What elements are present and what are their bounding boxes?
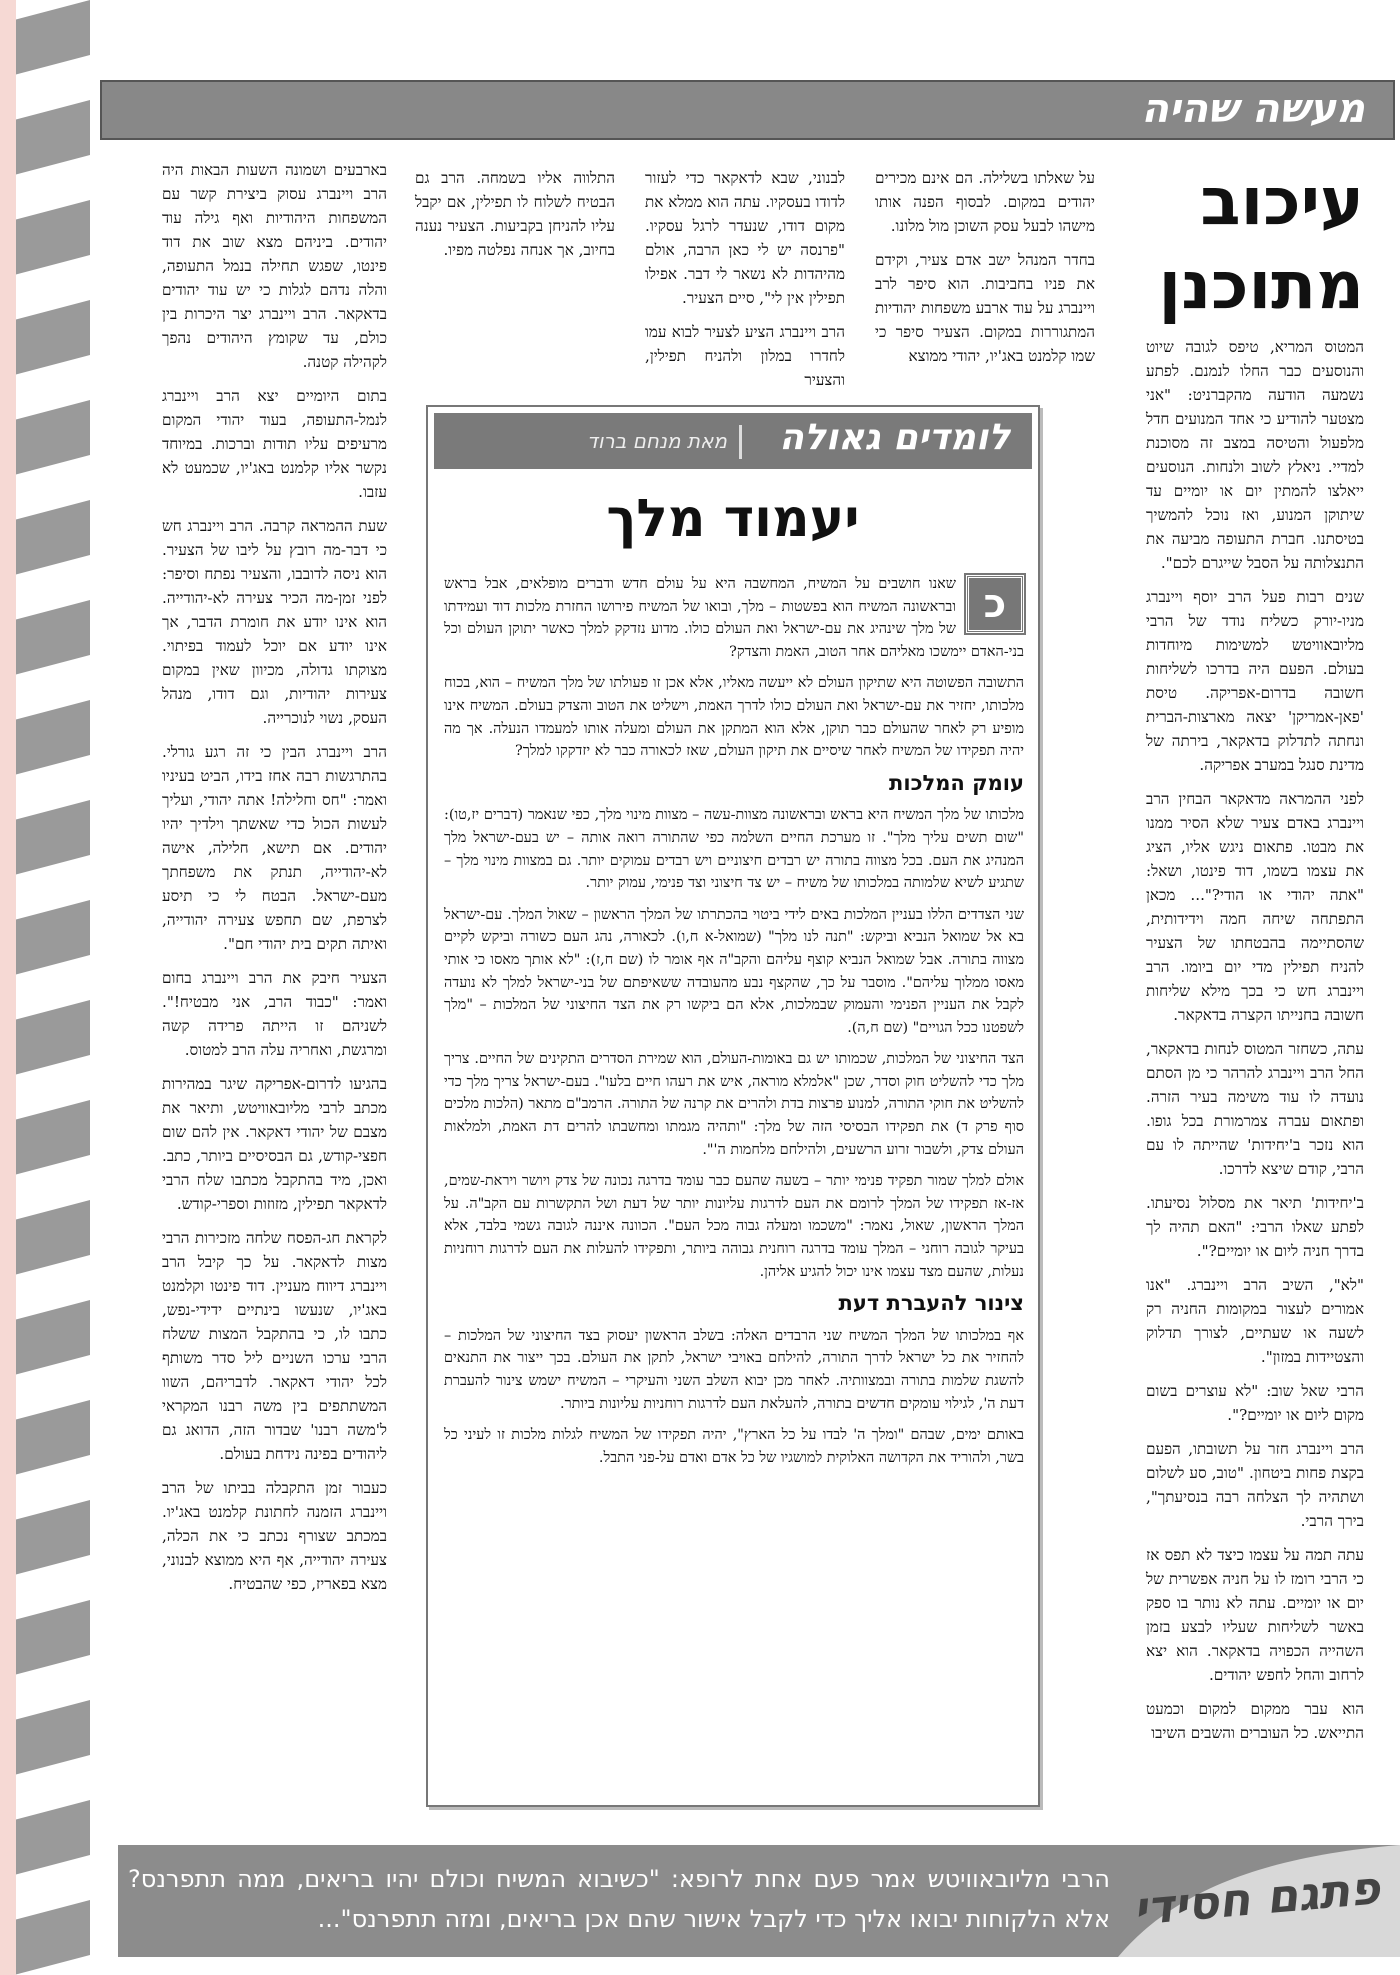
paragraph: הרב ויינברג חזר על תשובתו, הפעם בקצת פחות ביטחון. "טוב, סע לשלום ושתהיה לך הצלחה רבה בנסיעתך", בירך הרבי. xyxy=(1146,1440,1364,1530)
paragraph: באותם ימים, שבהם "ומלך ה' לבדו על כל הארץ", יהיה תפקידו של המשיח לגלות מלכות זו לעיני כל בשר, ולהוריד את הקדושה האלוקית למושגיו של כל אדם ואדם על-פני התבל. xyxy=(444,1427,1024,1466)
inset-byline: מאת מנחם ברוד xyxy=(587,429,727,453)
article-column-top-2 xyxy=(645,166,845,402)
article-column-top-1 xyxy=(875,166,1095,378)
article-headline: עיכוב מתוכנן xyxy=(1158,163,1364,324)
paragraph: "לא", השיב הרב ויינברג. "אנו אמורים לעצור במקומות החניה רק לשעה או שעתיים, לצורך תדלוק והצטיידות במזון". xyxy=(1146,1276,1364,1366)
article-column-right xyxy=(1146,335,1364,1755)
paragraph: המטוס המריא, טיפס לגובה שיוט והנוסעים כבר החלו לנמנם. לפתע נשמעה הודעה מהקברניט: "אני מצטער להודיע כי אחד המנועים חדל מלפעול והטיסה במצב זה מסוכנת למדיי. ניאלץ לשוב ולנחות. הנוסעים ייאלצו להמתין יום או יומיים עד שיתוקן המנוע, ואז נוכל להמשיך בטיסתנו. חברת התעופה מביעה את התנצלותה על הסבל שייגרם לכם". xyxy=(1146,338,1364,572)
paragraph: ב'יחידות' תיאר את מסלול נסיעתו. לפתע שאלו הרבי: "האם תהיה לך בדרך חניה ליום או יומיים?". xyxy=(1146,1194,1364,1260)
paragraph: שני הצדדים הללו בעניין המלכות באים לידי ביטוי בהכתרתו של המלך הראשון – שאול המלך. עם-ישראל בא אל שמואל הנביא וביקש: "תנה לנו מלך" (שמואל-א ח,ו). לכאורה, נהג העם כשורה וביקש לקיים מצווה בתורה. אבל שמואל הנביא קוצף עליהם והקב"ה אף אומר לו (שם ח,ז): "לא אותך מאסו כי אותי מאסו ממלוך עליהם". מוסבר על כך, שהקצף נבע מהעובדה ששאיפתם של בני-ישראל למלך לא נועדה לקבל את העניין הפנימי והעמוק שבמלכות, אלא הם ביקשו רק את הצד החיצוני של המלכות – "מלך לשפטנו ככל הגויים" (שם ח,ה). xyxy=(444,906,1024,1036)
paragraph: בתום היומיים יצא הרב ויינברג לנמל-התעופה, בעוד יהודי המקום מרעיפים עליו תודות וברכות. במיוחד נקשר אליו קלמנט באג'יו, שכמעט לא עזבו. xyxy=(162,387,387,501)
paragraph: בארבעים ושמונה השעות הבאות היה הרב ויינברג עסוק ביצירת קשר עם המשפחות היהודיות ואף גילה עוד יהודים. ביניהם מצא שוב את דוד פינטו, שפגש תחילה בנמל התעופה, והלה נדהם לגלות כי יש עוד יהודים בדאקאר. הרב ויינברג יצר היכרות בין כולם, עד שקומץ היהודים נהפך לקהילה קטנה. xyxy=(162,161,387,371)
paragraph: בחדר המנהל ישב אדם צעיר, וקידם את פניו בחביבות. הוא סיפר לרב ויינברג על עוד ארבע משפחות יהודיות המתגוררות במקום. הצעיר סיפר כי שמו קלמנט באג'יו, יהודי ממוצא xyxy=(875,251,1095,365)
paragraph: לפני ההמראה מדאקאר הבחין הרב ויינברג באדם צעיר שלא הסיר ממנו את מבטו. פתאום ניגש אליו, הציג את עצמו בשמו, דוד פינטו, ושאל: "אתה יהודי או הודי?"... מכאן התפתחה שיחה חמה וידידותית, שהסתיימה בהבטחתו של הצעיר להניח תפילין מדי יום ביומו. הרב ויינברג חש כי בכך מילא שליחות חשובה בחנייתו הקצרה בדאקאר. xyxy=(1146,790,1364,1024)
paragraph: שעת ההמראה קרבה. הרב ויינברג חש כי דבר-מה רובץ על ליבו של הצעיר. הוא ניסה לדובבו, והצעיר נפתח וסיפר: לפני זמן-מה הכיר צעירה לא-יהודייה. הוא אינו יודע את חומרת הדבר, אך אינו יודע אם יוכל לעמוד בפיתוי. מצוקתו גדולה, מכיוון שאין במקום צעירות יהודיות, וגם דודו, מנהל העסק, נשוי לנוכרייה. xyxy=(162,517,387,727)
paragraph: על שאלתו בשלילה. הם אינם מכירים יהודים במקום. לבסוף הפנה אותו מישהו לבעל עסק השוכן מול מלונו. xyxy=(875,169,1095,235)
paragraph: בהגיעו לדרום-אפריקה שיגר במהירות מכתב לרבי מליובאוויטש, ותיאר את מצבם של יהודי דאקאר. אין להם שום חפצי-קודש, גם הבסיסיים ביותר, כתב. ואכן, מיד בהתקבל מכתבו שלח הרבי לדאקאר תפילין, מזוזות וספרי-קודש. xyxy=(162,1075,387,1213)
drop-cap: כ xyxy=(966,575,1024,633)
section-title: מעשה שהיה xyxy=(1141,86,1365,132)
paragraph: לבנוני, שבא לדאקאר כדי לעזור לדודו בעסקיו. עתה הוא ממלא את מקום דודו, שנעדר לרגל עסקיו. "פרנסה יש לי כאן הרבה, אולם מהיהדות לא נשאר לי דבר. אפילו תפילין אין לי", סיים הצעיר. xyxy=(645,169,845,307)
paragraph: הרב ויינברג הציע לצעיר לבוא עמו לחדרו במלון ולהניח תפילין, והצעיר xyxy=(645,323,845,389)
paragraph: התשובה הפשוטה היא שתיקון העולם לא ייעשה מאליו, אלא אכן זו פעולתו של מלך המשיח – הוא, בכוח מלכותו, יחזיר את עם-ישראל ואת העולם כולו לדרך האמת, וישליט את הטוב והצדק בעולם. המשיח אינו מופיע רק לאחר שהעולם כבר תוקן, אלא הוא המתקן את העולם ומעלה אותו למעמדו הנעלה. אך מה יהיה תפקידו של המשיח לאחר שיסיים את תיקון העולם, שאז לכאורה כבר לא יזדקקו למלך? xyxy=(444,675,1024,760)
footer-quote-text: הרבי מליובאוויטש אמר פעם אחת לרופא: "כשיבוא המשיח וכולם יהיו בריאים, ממה תתפרנס? אלא הלקוחות יבואו אליך כדי לקבל אישור שהם אכן בריאים, ומזה תתפרנס"... xyxy=(128,1865,1110,1933)
page-edge xyxy=(0,0,16,1975)
paragraph: הרבי שאל שוב: "לא עוצרים בשום מקום ליום או יומיים?". xyxy=(1146,1382,1364,1424)
article-column-top-3 xyxy=(415,166,615,272)
inset-headline: יעמוד מלך xyxy=(606,489,860,549)
paragraph: שנים רבות פעל הרב יוסף ויינברג מניו-יורק כשליח נודד של הרבי מליובאוויטש למשימות מיוחדות בעולם. הפעם היה בדרכו לשליחות חשובה בדרום-אפריקה. טיסת 'פאן-אמריקן' יצאה מארצות-הברית ונחתה לתדלוק בדאקאר, בירתה של מדינת סנגל במערב אפריקה. xyxy=(1146,588,1364,774)
intro-paragraph xyxy=(444,573,1024,663)
footer-quote-banner xyxy=(118,1845,1400,1957)
inset-article-box xyxy=(426,405,1040,1807)
paragraph: כעבור זמן התקבלה בביתו של הרב ויינברג הזמנה לחתונת קלמנט באג'יו. במכתב שצורף נכתב כי את הכלה, צעירה יהודייה, אף היא ממוצא לבנוני, מצא בפאריז, כפי שהבטיח. xyxy=(162,1479,387,1593)
paragraph: הוא עבר ממקום למקום וכמעט התייאש. כל העוברים והשבים השיבו xyxy=(1146,1700,1364,1742)
paragraph: הרב ויינברג הבין כי זה רגע גורלי. בהתרגשות רבה אחז בידו, הביט בעיניו ואמר: "חס וחלילה! אתה יהודי, ועליך לעשות הכול כדי שאשתך וילדיך יהיו יהודים. אם תישא, חלילה, אישה לא-יהודייה, תנתק את משפחתך מעם-ישראל. הבטח לי כי תיסע לצרפת, שם תחפש צעירה יהודייה, ואיתה תקים בית יהודי חם". xyxy=(162,743,387,953)
paragraph: התלווה אליו בשמחה. הרב גם הבטיח לשלוח לו תפילין, אם יקבל עליו להניחן בקביעות. הצעיר נענה בחיוב, אך אנחה נפלטה מפיו. xyxy=(415,169,615,259)
section-header-bar xyxy=(100,80,1395,140)
paragraph: הצעיר חיבק את הרב ויינברג בחום ואמר: "כבוד הרב, אני מבטיח!". לשניהם זו הייתה פרידה קשה ומרגשת, ואחריה עלה הרב למטוס. xyxy=(162,969,387,1059)
subheading: צינור להעברת דעת xyxy=(838,1291,1024,1316)
inset-header-bar xyxy=(434,413,1032,469)
paragraph: אף במלכותו של המלך המשיח שני הרבדים האלה: בשלב הראשון יעסוק בצד החיצוני של המלכות – להחזיר את כל ישראל לדרך התורה, להילחם באויבי ישראל, לתקן את העולם. בכך ייצור את התנאים להשגת שלמות בתורה ובמצוותיה. לאחר מכן יבוא השלב השני והעיקרי – המשיח ישמש צינור להעברת דעת ה', לגילוי עומקים חדשים בתורה, להעלאת העם לדרגות רוחניות עליונות ביותר. xyxy=(444,1327,1024,1412)
article-column-left xyxy=(162,158,387,1606)
paragraph: עתה, כשחזר המטוס לנחות בדאקאר, החל הרב ויינברג להרהר כי מן הסתם נועדה לו עוד משימה בעיר הזרה. ופתאום עברה צמרמורת בכל גופו. הוא נזכר ב'יחידות' שהייתה לו עם הרבי, קודם שיצא לדרכו. xyxy=(1146,1040,1364,1178)
inset-section-title: לומדים גאולה xyxy=(779,417,1010,458)
paragraph: לקראת חג-הפסח שלחה מזכירות הרבי מצות לדאקאר. על כך קיבל הרב ויינברג דיווח מעניין. דוד פינטו וקלמנט באג'יו, שנעשו בינתיים ידידי-נפש, כתבו לו, כי בהתקבל המצות ששלח הרבי ערכו השניים ליל סדר משותף לכל יהודי דאקאר. לדבריהם, השוו המשתתפים בין משה רבנו המקראי ל'משה רבנו' שבדור הזה, הדואג גם ליהודים בפינה נידחת בעולם. xyxy=(162,1229,387,1463)
intro-text: שאנו חושבים על המשיח, המחשבה היא על עולם חדש ודברים מופלאים, אבל בראש ובראשונה המשיח הוא בפשטות – מלך, ובואו של המשיח פירושו החזרת מלכות דוד ועמידתו של מלך שינהיג את עם-ישראל ואת העולם כולו. מדוע נזדקק למלך כאשר יתוקן העולם וכל בני-האדם יימשכו מאליהם אחר הטוב, האמת והצדק? xyxy=(444,576,1024,660)
inset-body xyxy=(444,573,1024,1478)
paragraph: מלכותו של מלך המשיח היא בראש ובראשונה מצוות-עשה – מצוות מינוי מלך, כפי שנאמר (דברים יז,טו): "שום תשים עליך מלך". זו מערכת החיים השלמה כפי שהתורה רואה אותה – יש בעם-ישראל מלך המנהיג את העם. בכל מצווה בתורה יש רבדים חיצוניים ויש רבדים עמוקים יותר. גם במצוות מינוי מלך – שתגיע לשיא שלמותה במלכותו של משיח – יש צד חיצוני וצד פנימי, עמוק יותר. xyxy=(444,807,1024,892)
paragraph: עתה תמה על עצמו כיצד לא תפס אז כי הרבי רומז לו על חניה אפשרית של יום או יומיים. עתה לא נותר בו ספק באשר לשליחות שעליו לבצע בזמן השהייה הכפויה בדאקאר. הוא יצא לרחוב והחל לחפש יהודים. xyxy=(1146,1546,1364,1684)
paragraph: אולם למלך שמור תפקיד פנימי יותר – בשעה שהעם כבר עומד בדרגה נכונה של צדק ויושר ויראת-שמים, אז-אז תפקידו של המלך לרומם את העם לדרגות עליונות יותר של דעת ושל התקשרות עם הקב"ה. על המלך הראשון, שאול, נאמר: "משכמו ומעלה גבוה מכל העם". הכוונה איננה לגובה גשמי בלבד, אלא בעיקר לגובה רוחני – המלך עומד בדרגה רוחנית גבוהה ביותר, ותפקידו להעלות את העם לדרגות רוחניות נעלות, שהעם מצד עצמו אינו יכול להגיע אליהן. xyxy=(444,1173,1024,1280)
subheading: עומק המלכות xyxy=(889,770,1024,795)
header-separator xyxy=(739,425,742,459)
footer-title: פתגם חסידי xyxy=(1130,1860,1382,1936)
paragraph: הצד החיצוני של המלכות, שכמותו יש גם באומות-העולם, הוא שמירת הסדרים התקינים של החיים. צריך מלך כדי להשליט חוק וסדר, שכן "אלמלא מוראה, איש את רעהו חיים בלעו". בעם-ישראל צריך מלך כדי להשליט את חוקי התורה, למנוע פרצות בדת ולהרים את קרנה של התורה. הרמב"ם מתאר (הלכות מלכים סוף פרק ד) את תפקידו הבסיסי הזה של מלך: "ותהיה מגמתו ומחשבתו להרים דת האמת, ולמלאות העולם צדק, ולשבור זרוע הרשעים, ולהילחם מלחמות ה'". xyxy=(444,1051,1024,1158)
